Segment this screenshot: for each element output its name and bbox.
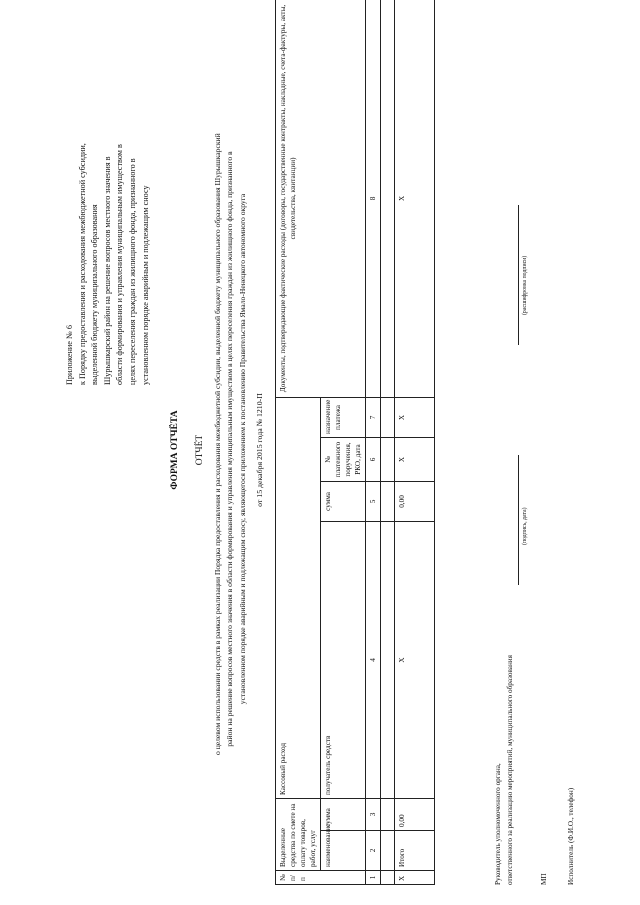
table-cell <box>381 437 395 481</box>
report-desc-line: район на решение вопросов местного значения в области формирования и управления муниципальным имуществом в целях переселения граждан из жилищного фонда, признанного в <box>225 151 235 747</box>
table-cell: 2 <box>366 831 381 871</box>
decoding-caption: (расшифровка подписи) <box>522 255 528 315</box>
appendix-line: целях переселения граждан из жилищного фонда, признанного в <box>127 158 137 385</box>
header-sum: сумма <box>321 798 366 830</box>
report-table <box>275 0 435 885</box>
seal-mark: МП <box>540 873 548 885</box>
appendix-line: Шурышкарский район на решение вопросов местного значения в <box>102 156 112 385</box>
header-cash-sum: сумма <box>321 481 366 521</box>
table-cell: Х <box>395 0 435 397</box>
report-title: ОТЧЁТ <box>195 434 205 466</box>
table-cell: 4 <box>366 521 381 798</box>
appendix-line: установленном порядке аварийным и подлежащим сносу <box>140 185 150 385</box>
table-cell: 0,00 <box>395 798 435 830</box>
table-cell <box>381 481 395 521</box>
appendix-line: выделенной бюджету муниципального образования <box>90 204 100 385</box>
header-recipient: получатель средств <box>321 521 366 798</box>
table-cell <box>381 397 395 437</box>
table-cell <box>381 521 395 798</box>
header-num: № п/п <box>276 871 366 885</box>
table-cell <box>381 0 395 397</box>
signatory-line-1: Руководитель уполномоченного органа, <box>494 763 502 885</box>
header-purpose: назначение платежа <box>321 397 366 437</box>
table-row-empty <box>381 0 395 885</box>
table-header-row <box>276 0 321 885</box>
table-row-total <box>395 0 435 885</box>
header-documents: Документы, подтверждающие фактические расходы (договоры, государственные контракты, накладные, счета-фактуры, акты, свидетельства, квитанции) <box>276 0 366 397</box>
report-desc-line: о целевом использовании средств в рамках реализации Порядка предоставления и расходования межбюджетной субсидии, выделенной бюджету муниципального образования Шурышкарский <box>213 133 222 755</box>
appendix-line: к Порядку предоставления и расходования межбюджетной субсидии, <box>77 143 87 385</box>
signatory-line-2: ответственного за реализацию мероприятий, муниципального образования <box>506 655 514 885</box>
header-payment-doc: № платежного поручения, РКО, дата <box>321 437 366 481</box>
report-date: от 15 декабря 2015 года № 1210-П <box>255 393 264 507</box>
header-allocated: Выделенные средства по смете на оплату товаров, работ, услуг <box>276 798 321 870</box>
table-cell: Х <box>395 397 435 437</box>
executor-label: Исполнитель (Ф.И.О., телефон) <box>567 787 575 885</box>
table-cell: 1 <box>366 871 381 885</box>
table-cell <box>381 798 395 830</box>
table-row-col-numbers <box>366 0 381 885</box>
appendix-line: области формирования и управления муниципальным имуществом в <box>115 144 125 385</box>
header-cash-expense: Кассовый расход <box>276 397 321 798</box>
decoding-line <box>518 205 519 345</box>
table-cell <box>381 871 395 885</box>
signature-line <box>518 455 519 585</box>
table-cell: 6 <box>366 437 381 481</box>
report-description <box>212 133 249 755</box>
report-desc-line: установленном порядке аварийным и подлежащим сносу, являющегося приложением к постановлению Правительства Ямало-Ненецкого автономного округа <box>237 193 247 705</box>
appendix-line: Приложение № 6 <box>65 325 74 385</box>
header-name: наименование <box>321 831 366 871</box>
table-cell: 5 <box>366 481 381 521</box>
table-cell: 7 <box>366 397 381 437</box>
table-cell: Х <box>395 521 435 798</box>
table-cell: 0,00 <box>395 481 435 521</box>
table-cell: Х <box>395 871 435 885</box>
table-cell <box>381 831 395 871</box>
table-cell: 3 <box>366 798 381 830</box>
table-cell: Х <box>395 437 435 481</box>
signature-date-caption: (подпись, дата) <box>522 507 528 545</box>
table-cell: Итого <box>395 831 435 871</box>
table-cell: 8 <box>366 0 381 397</box>
form-title: ФОРМА ОТЧЁТА <box>170 410 180 490</box>
appendix-block <box>64 55 152 385</box>
